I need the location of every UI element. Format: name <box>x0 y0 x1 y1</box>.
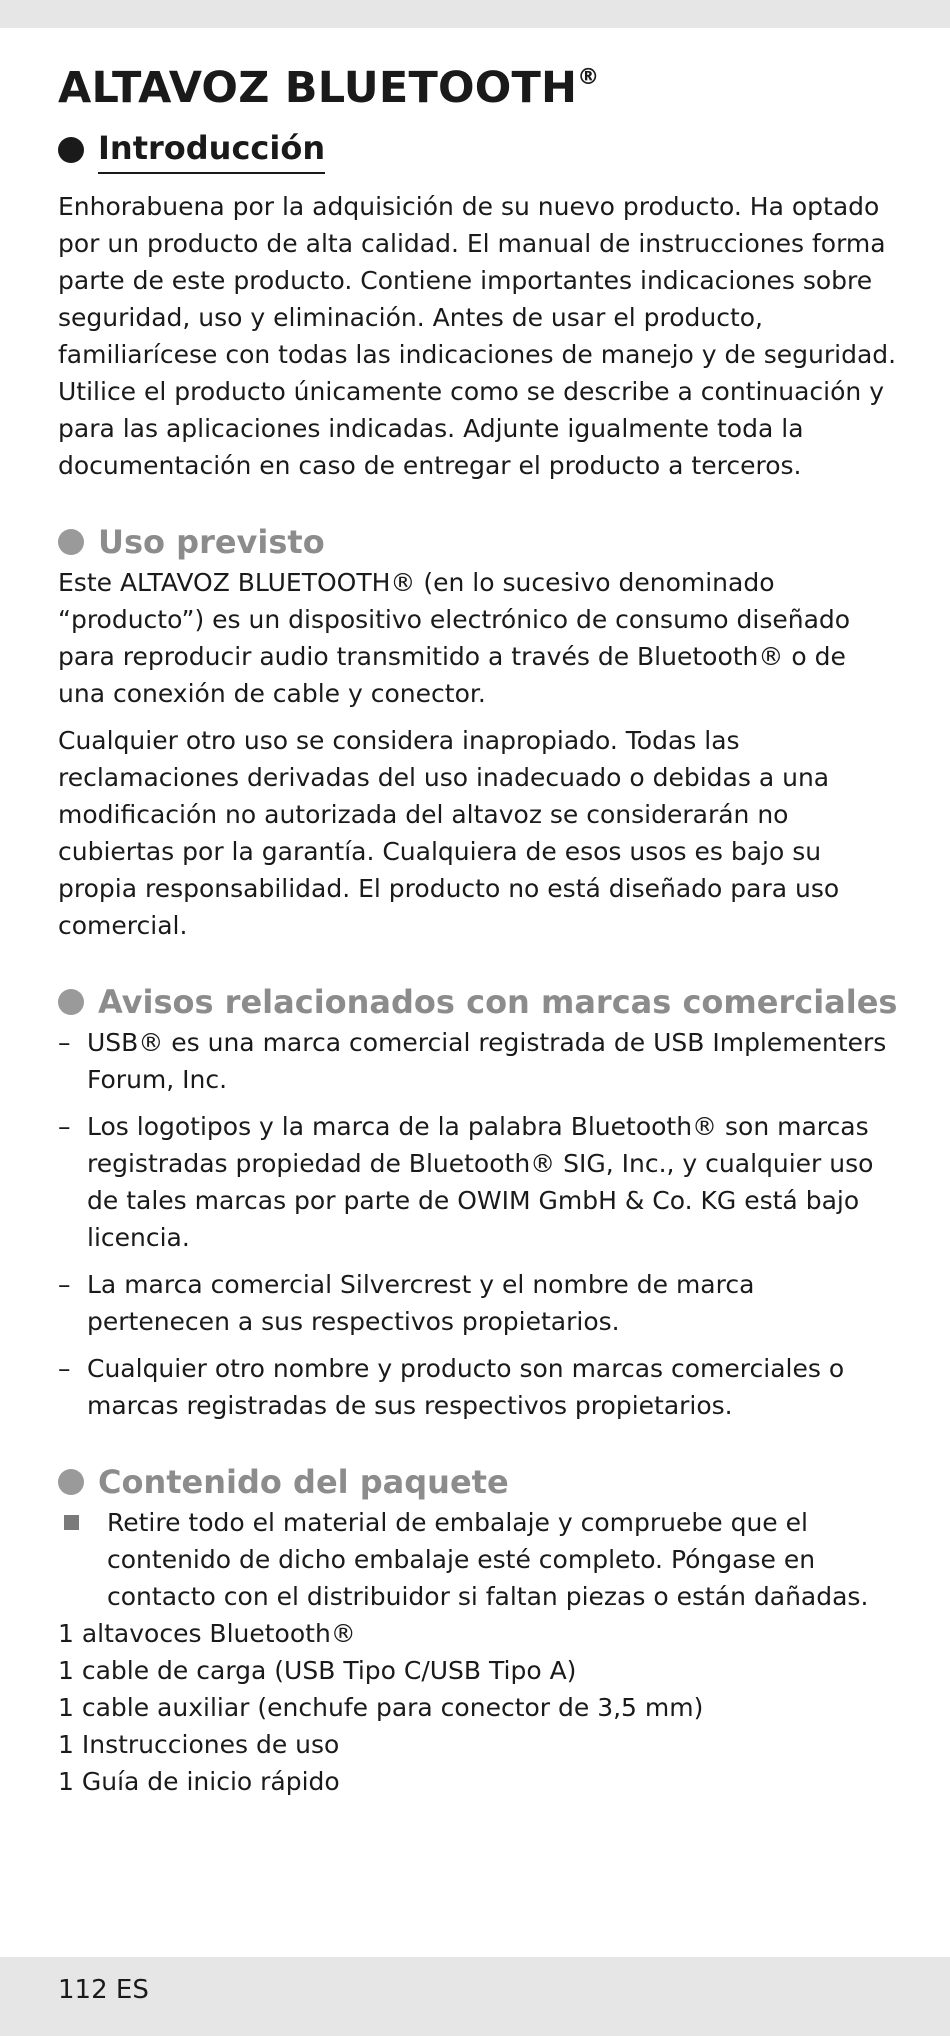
list-item: 1 Guía de inicio rápido <box>58 1767 340 1796</box>
section-heading-intro <box>58 126 898 174</box>
bullet-dot-icon <box>58 137 84 163</box>
section-heading-intended-use <box>58 520 898 564</box>
intended-use-paragraph: Cualquier otro uso se considera inapropiado. Todas las reclamaciones derivadas del uso inadecuado o debidas a una modificación no autorizada del altavoz se considerarán no cubiertas por la garantía. Cualquiera de esos usos es bajo su propia responsabilidad. El producto no está diseñado para uso comercial. <box>58 726 840 940</box>
top-band <box>0 0 950 28</box>
list-item: – Cualquier otro nombre y producto son marcas comerciales o marcas registradas de sus respectivos propietarios. <box>58 1350 898 1424</box>
section-heading-package <box>58 1460 898 1504</box>
list-item: – USB® es una marca comercial registrada de USB Implementers Forum, Inc. <box>58 1024 898 1098</box>
list-item: 1 altavoces Bluetooth® <box>58 1619 356 1648</box>
intro-paragraph: Enhorabuena por la adquisición de su nuevo producto. Ha optado por un producto de alta calidad. El manual de instrucciones forma parte de este producto. Contiene importantes indicaciones sobre seguridad, uso y eliminación. Antes de usar el producto, familiarícese con todas las indicaciones de manejo y de seguridad. Utilice el producto únicamente como se describe a continuación y para las aplicaciones indicadas. Adjunte igualmente toda la documentación en caso de entregar el producto a terceros. <box>58 192 897 480</box>
list-item: 1 cable de carga (USB Tipo C/USB Tipo A) <box>58 1656 577 1685</box>
list-item: – La marca comercial Silvercrest y el nombre de marca pertenecen a sus respectivos propietarios. <box>58 1266 898 1340</box>
instruction-text: Retire todo el material de embalaje y compruebe que el contenido de dicho embalaje esté completo. Póngase en contacto con el distribuidor si faltan piezas o están dañadas. <box>107 1508 869 1611</box>
list-item: 1 cable auxiliar (enchufe para conector de 3,5 mm) <box>58 1693 704 1722</box>
bullet-dot-icon <box>58 529 84 555</box>
bullet-dot-icon <box>58 1469 84 1495</box>
bullet-dot-icon <box>58 989 84 1015</box>
list-item: 1 Instrucciones de uso <box>58 1730 340 1759</box>
document-title: ALTAVOZ BLUETOOTH® <box>58 63 600 113</box>
page-content <box>58 44 898 1800</box>
section-title: Introducción <box>98 126 325 174</box>
section-heading-trademarks <box>58 980 898 1024</box>
package-instruction <box>58 1504 898 1615</box>
page-number: 112 ES <box>58 1975 149 2005</box>
registered-mark: ® <box>577 65 600 90</box>
section-title: Contenido del paquete <box>98 1463 509 1501</box>
trademark-list <box>58 1024 898 1424</box>
section-title: Uso previsto <box>98 523 325 561</box>
square-bullet-icon <box>64 1515 79 1530</box>
intended-use-paragraph: Este ALTAVOZ BLUETOOTH® (en lo sucesivo denominado “producto”) es un dispositivo electrónico de consumo diseñado para reproducir audio transmitido a través de Bluetooth® o de una conexión de cable y conector. <box>58 568 851 708</box>
section-title: Avisos relacionados con marcas comerciales <box>98 983 898 1021</box>
list-item: – Los logotipos y la marca de la palabra Bluetooth® son marcas registradas propiedad de Bluetooth® SIG, Inc., y cualquier uso de tales marcas por parte de OWIM GmbH & Co. KG está bajo licencia. <box>58 1108 898 1256</box>
